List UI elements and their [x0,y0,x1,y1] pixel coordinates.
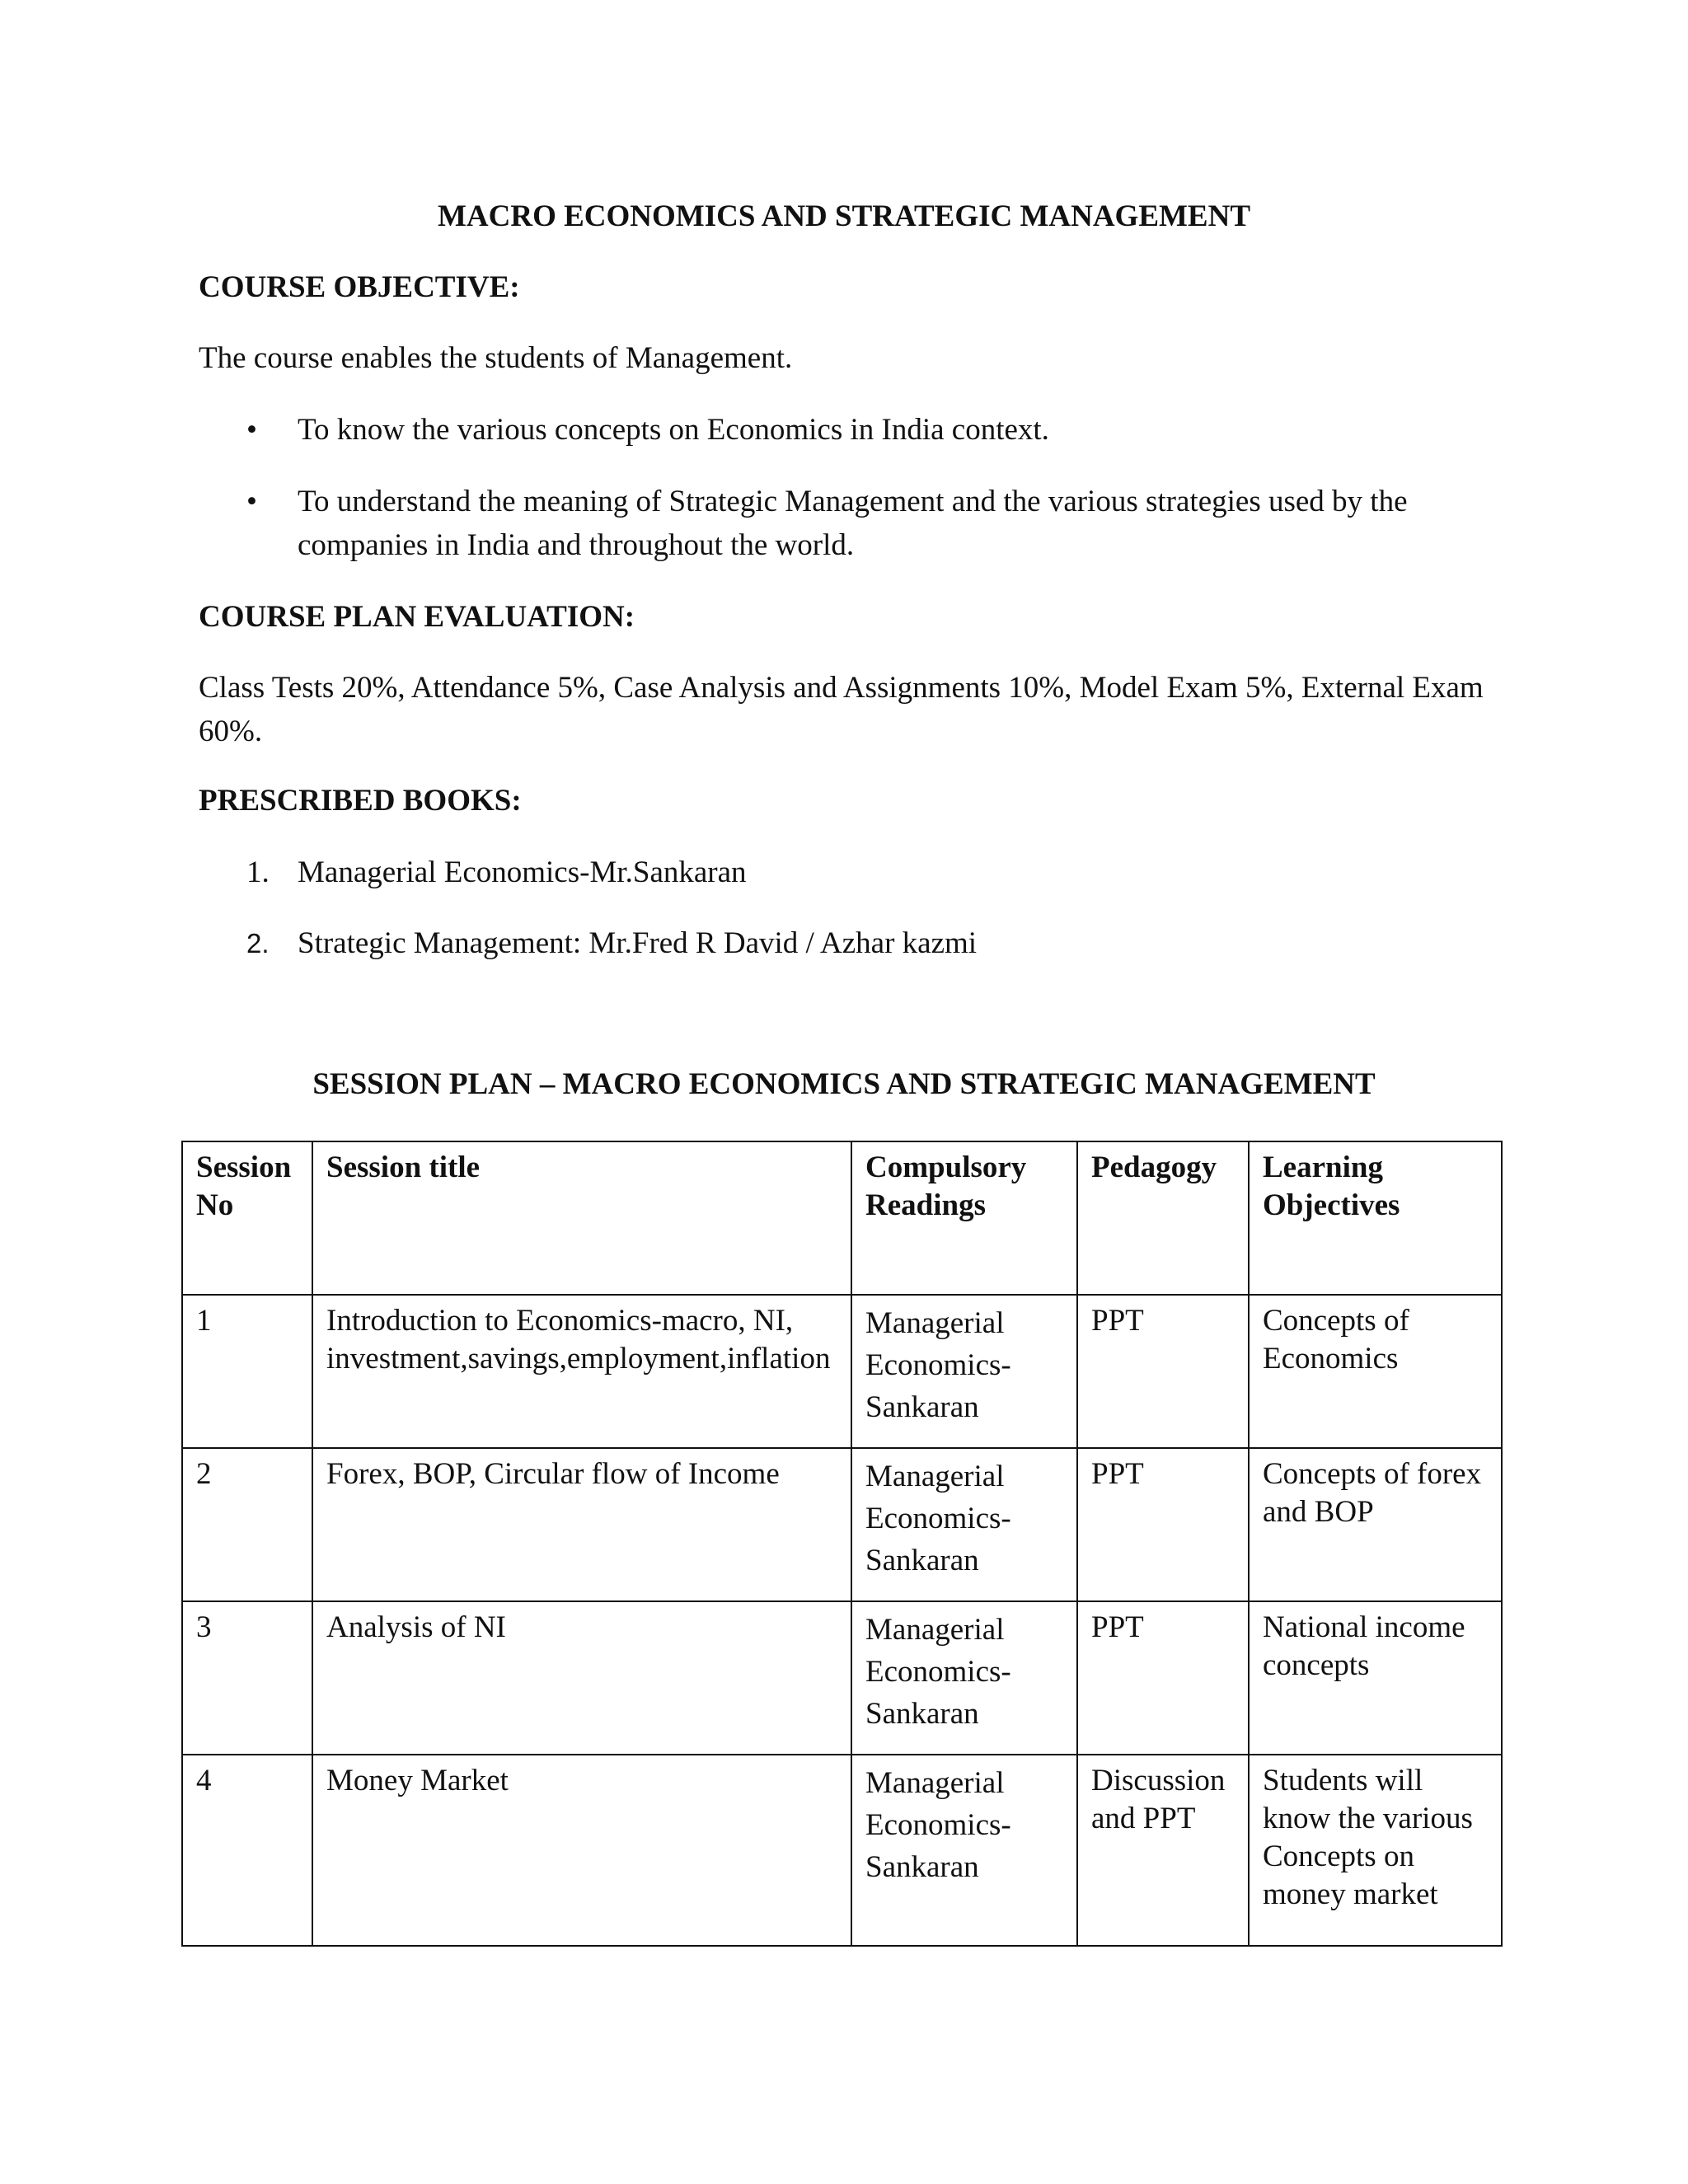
course-objective-heading: COURSE OBJECTIVE: [199,270,520,304]
column-header-session-no: Session No [182,1141,312,1295]
column-header-compulsory-readings: Compulsory Readings [851,1141,1077,1295]
table-header-row [182,1141,1502,1295]
objectives-cell: Concepts of forex and BOP [1249,1448,1502,1601]
pedagogy-cell: Discussion and PPT [1077,1755,1249,1946]
session-no-cell: 1 [182,1295,312,1448]
objective-bullet-text: To know the various concepts on Economics in India context. [298,413,1049,447]
session-title-cell: Analysis of NI [312,1601,851,1755]
column-header-learning-objectives: Learning Objectives [1249,1141,1502,1295]
session-title-cell: Forex, BOP, Circular flow of Income [312,1448,851,1601]
column-header-pedagogy: Pedagogy [1077,1141,1249,1295]
bullet-icon: • [246,485,257,518]
book-title: Strategic Management: Mr.Fred R David / Azhar kazmi [298,926,978,960]
session-title-cell: Introduction to Economics-macro, NI, investment,savings,employment,inflation [312,1295,851,1448]
course-plan-evaluation-heading: COURSE PLAN EVALUATION: [199,600,635,634]
session-title-cell: Money Market [312,1755,851,1946]
course-objective-intro: The course enables the students of Management. [199,341,793,375]
readings-cell: Managerial Economics-Sankaran [851,1295,1077,1448]
course-plan-evaluation-text: Class Tests 20%, Attendance 5%, Case Analysis and Assignments 10%, Model Exam 5%, External Exam 60%. [199,671,1484,748]
objective-bullet-text: To understand the meaning of Strategic Management and the various strategies used by the companies in India and throughout the world. [298,485,1408,562]
readings-cell: Managerial Economics-Sankaran [851,1755,1077,1946]
table-row [182,1601,1502,1755]
session-plan-table [181,1141,1503,1947]
table-row [182,1295,1502,1448]
readings-cell: Managerial Economics-Sankaran [851,1448,1077,1601]
objectives-cell: National income concepts [1249,1601,1502,1755]
objectives-cell: Concepts of Economics [1249,1295,1502,1448]
list-number: 1. [246,855,270,889]
pedagogy-cell: PPT [1077,1448,1249,1601]
pedagogy-cell: PPT [1077,1295,1249,1448]
book-title: Managerial Economics-Mr.Sankaran [298,855,747,889]
prescribed-books-heading: PRESCRIBED BOOKS: [199,784,522,818]
table-row [182,1448,1502,1601]
session-plan-title: SESSION PLAN – MACRO ECONOMICS AND STRATEGIC MANAGEMENT [312,1067,1376,1101]
readings-cell: Managerial Economics-Sankaran [851,1601,1077,1755]
session-no-cell: 3 [182,1601,312,1755]
session-no-cell: 2 [182,1448,312,1601]
document-title: MACRO ECONOMICS AND STRATEGIC MANAGEMENT [437,199,1251,233]
bullet-icon: • [246,413,257,447]
list-number: 2. [246,928,270,958]
pedagogy-cell: PPT [1077,1601,1249,1755]
session-no-cell: 4 [182,1755,312,1946]
column-header-session-title: Session title [312,1141,851,1295]
objectives-cell: Students will know the various Concepts on money market [1249,1755,1502,1946]
table-row [182,1755,1502,1946]
